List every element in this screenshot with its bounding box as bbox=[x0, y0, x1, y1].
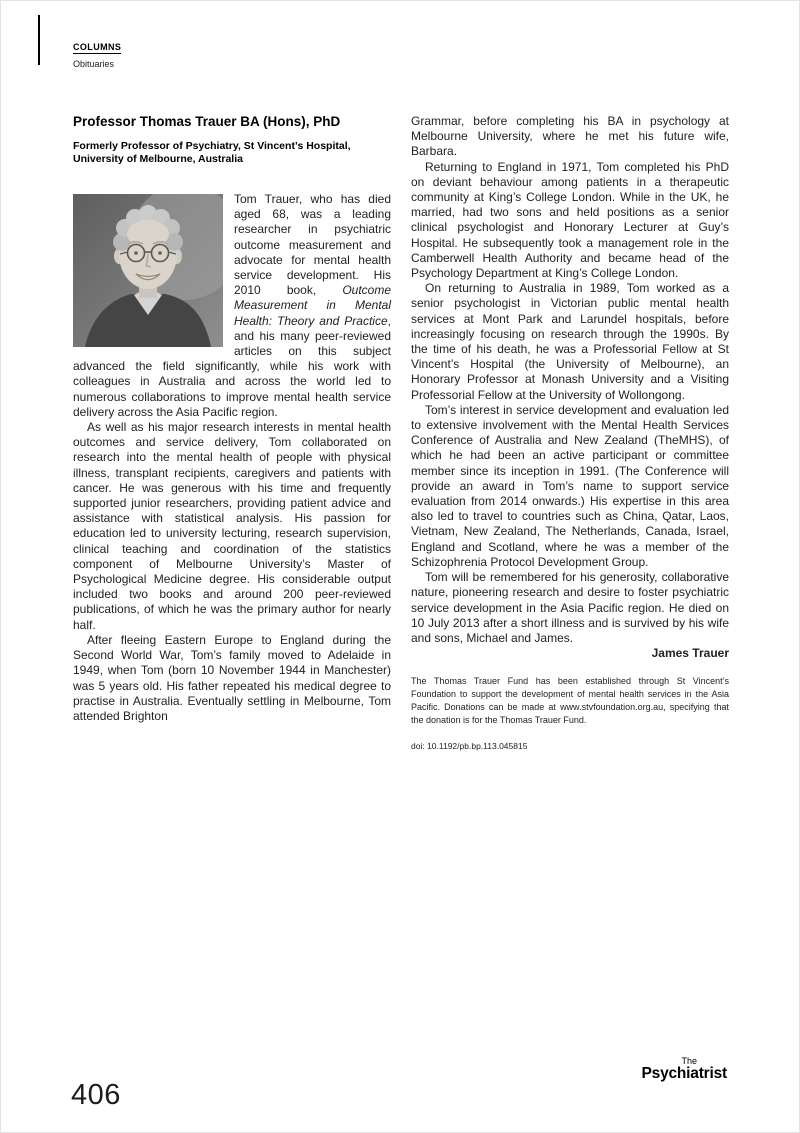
doi-text: doi: 10.1192/pb.bp.113.045815 bbox=[411, 740, 528, 751]
obituary-intro-paragraph bbox=[73, 192, 391, 420]
journal-logo bbox=[642, 1057, 727, 1082]
obituary-paragraph: Grammar, before completing his BA in psychology at Melbourne University, where he met his future wife, Barbara. bbox=[411, 114, 729, 159]
fund-footnote: The Thomas Trauer Fund has been established through St Vincent’s Foundation to support the development of mental health services in the Asia Pacific. Donations can be made at www.stvfoundation.org.au, specifying that the donation is for the Thomas Trauer Fund. bbox=[411, 676, 729, 725]
obituary-paragraph: Tom will be remembered for his generosity, collaborative nature, pioneering research and desire to foster psychiatric service development in the Asia Pacific region. He died on 10 July 2013 after a short illness and is survived by his wife and sons, Michael and James. bbox=[411, 570, 729, 645]
left-column bbox=[73, 114, 391, 752]
article-title: Professor Thomas Trauer BA (Hons), PhD bbox=[73, 114, 341, 129]
obituary-paragraph: Returning to England in 1971, Tom completed his PhD on deviant behaviour among patients in a therapeutic community at King’s College London. While in the UK, he married, had two sons and held positions as a senior clinical psychologist and Honorary Lecturer at Guy’s Hospital. He subsequently took a management role in the Camberwell Health Authority and became head of the Psychology Department at King’s College London. bbox=[411, 159, 729, 281]
journal-logo-name: Psychiatrist bbox=[641, 1065, 727, 1082]
obituary-paragraph: On returning to Australia in 1989, Tom worked as a senior psychologist in Victorian public mental health services at Mont Park and Larundel hospitals, before increasingly focusing on research through the 1990s. By the time of his death, he was a Professorial Fellow at St Vincent’s Hospital (the University of Melbourne), an Honorary Professor at Monash University and a Visiting Professorial Fellow at the University of Wollongong. bbox=[411, 281, 729, 402]
portrait-photo-graphic bbox=[73, 194, 223, 347]
author-signature: James Trauer bbox=[651, 646, 729, 661]
article-subtitle: Formerly Professor of Psychiatry, St Vincent’s Hospital, University of Melbourne, Australia bbox=[73, 140, 351, 165]
journal-logo-the: The bbox=[681, 1056, 698, 1066]
book-title-italic: Outcome Measurement in Mental Health: Theory and Practice bbox=[234, 283, 391, 328]
article-columns bbox=[73, 114, 729, 752]
portrait-photo bbox=[73, 194, 223, 347]
subsection-label: Obituaries bbox=[73, 59, 115, 69]
masthead bbox=[73, 37, 121, 69]
right-column bbox=[411, 114, 729, 752]
obituary-paragraph: After fleeing Eastern Europe to England during the Second World War, Tom’s family moved to Adelaide in 1949, when Tom (born 10 November 1944 in Manchester) was 5 years old. His father repeated his medical degree to practise in Australia. Eventually settling in Melbourne, Tom attended Brighton bbox=[73, 632, 391, 723]
intro-text-before: Tom Trauer, who has died aged 68, was a leading researcher in psychiatric outcome measurement and advocate for mental health service development. His 2010 book, bbox=[234, 192, 391, 298]
section-label: COLUMNS bbox=[73, 42, 122, 52]
page-number: 406 bbox=[71, 1079, 121, 1111]
obituary-paragraph: As well as his major research interests in mental health outcomes and service delivery, Tom collaborated on research into the mental health of people with physical illness, transplant recipients, caregivers and patients with cancer. He was generous with his time and frequently supported junior researchers, providing patient advice and assistance with statistical analysis. His passion for education led to university lecturing, research supervision, clinical teaching and coordination of the statistics component of Melbourne University’s Master of Psychological Medicine degree. His considerable output included two books and around 200 peer-reviewed publications, of which he was the primary author for nearly half. bbox=[73, 420, 391, 632]
obituary-paragraph: Tom’s interest in service development and evaluation led to extensive involvement with the Mental Health Services Conference of Australia and New Zealand (TheMHS), of which he had been an active participant or committee member since its inception in 1991. (The Conference will provide an award in Tom’s name to support service evaluation from 2014 onwards.) His expertise in this area also led to travel to countries such as China, Qatar, Laos, Vietnam, New Zealand, The Netherlands, Canada, Israel, England and Scotland, where he was a member of the Schizophrenia Protocol Development Group. bbox=[411, 402, 729, 569]
masthead-rule bbox=[38, 15, 40, 65]
intro-text-after: , and his many peer-reviewed articles on this subject advanced the field significantly, while his work with colleagues in Australia and across the world led to numerous collaborations to improve mental health service delivery across the Asia Pacific region. bbox=[73, 313, 391, 419]
